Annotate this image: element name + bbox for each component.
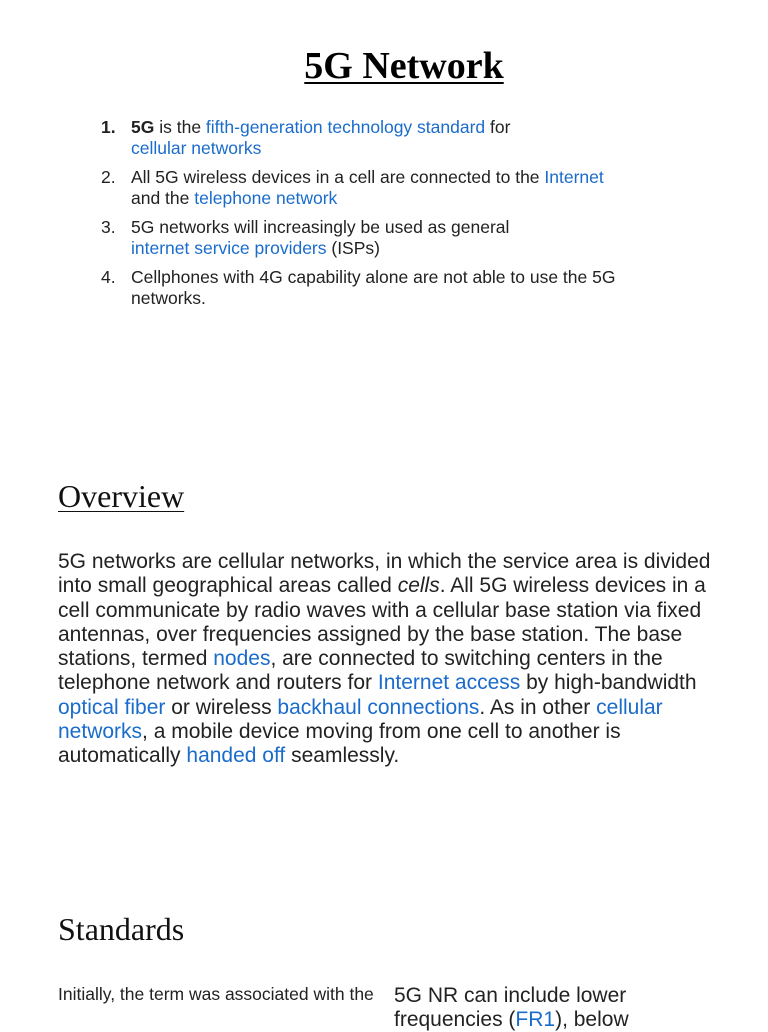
list-item (90, 217, 690, 259)
list-number: 1. (101, 117, 116, 137)
list-text: for (485, 117, 511, 137)
section-heading-standards: Standards (58, 911, 185, 947)
paragraph-text: or wireless (165, 695, 278, 719)
list-text: Cellphones with 4G capability alone are not able to use the 5G networks. (131, 267, 616, 308)
link-optical-fiber[interactable]: optical fiber (58, 695, 166, 719)
standards-left-column: Initially, the term was associated with the (58, 984, 374, 1004)
paragraph-text: by high-bandwidth (520, 671, 697, 695)
link-telephone-network[interactable]: telephone network (194, 188, 338, 208)
link-nodes[interactable]: nodes (213, 647, 271, 671)
list-number: 2. (101, 167, 116, 187)
link-cellular-networks[interactable]: cellular networks (131, 138, 262, 158)
link-internet[interactable]: Internet (544, 167, 604, 187)
paragraph-text: 5G networks are cellular networks, in which the service area is divided into small geographical areas called (58, 550, 711, 598)
list-item (90, 117, 690, 159)
page-title: 5G Network (304, 45, 504, 87)
list-number: 3. (101, 217, 116, 237)
link-fr1[interactable]: FR1 (515, 1008, 556, 1031)
term-5g: 5G (131, 117, 155, 137)
link-handed-off[interactable]: handed off (186, 744, 286, 768)
list-text: All 5G wireless devices in a cell are connected to the (131, 167, 545, 187)
term-cells: cells (397, 574, 440, 598)
overview-paragraph (58, 550, 718, 769)
paragraph-text: 5G NR can include lower frequencies ( (394, 984, 627, 1031)
list-text: (ISPs) (326, 238, 380, 258)
link-fifth-generation-standard[interactable]: fifth-generation technology standard (205, 117, 486, 137)
list-text: and the (131, 188, 195, 208)
link-cellular-networks[interactable]: cellular networks (58, 695, 663, 744)
section-heading-overview: Overview (58, 478, 185, 514)
list-text: 5G networks will increasingly be used as general (131, 217, 510, 237)
paragraph-text: , a mobile device moving from one cell to another is automatically (58, 720, 621, 768)
paragraph-text: , are connected to switching centers in the telephone network and routers for (58, 647, 663, 695)
list-item (90, 167, 690, 209)
standards-right-column (394, 984, 724, 1032)
paragraph-text: ), below (555, 1008, 629, 1031)
list-item (90, 267, 690, 309)
paragraph-text: seamlessly. (285, 744, 400, 768)
paragraph-text: . As in other (479, 695, 597, 719)
list-text: is the (154, 117, 206, 137)
paragraph-text: . All 5G wireless devices in a cell communicate by radio waves with a cellular base station via fixed antennas, over frequencies assigned by the base station. The base stations, termed (58, 574, 706, 671)
link-backhaul-connections[interactable]: backhaul connections (277, 695, 480, 719)
link-internet-access[interactable]: Internet access (377, 671, 521, 695)
list-number: 4. (101, 267, 116, 287)
intro-list (90, 117, 690, 317)
link-internet-service-providers[interactable]: internet service providers (131, 238, 327, 258)
